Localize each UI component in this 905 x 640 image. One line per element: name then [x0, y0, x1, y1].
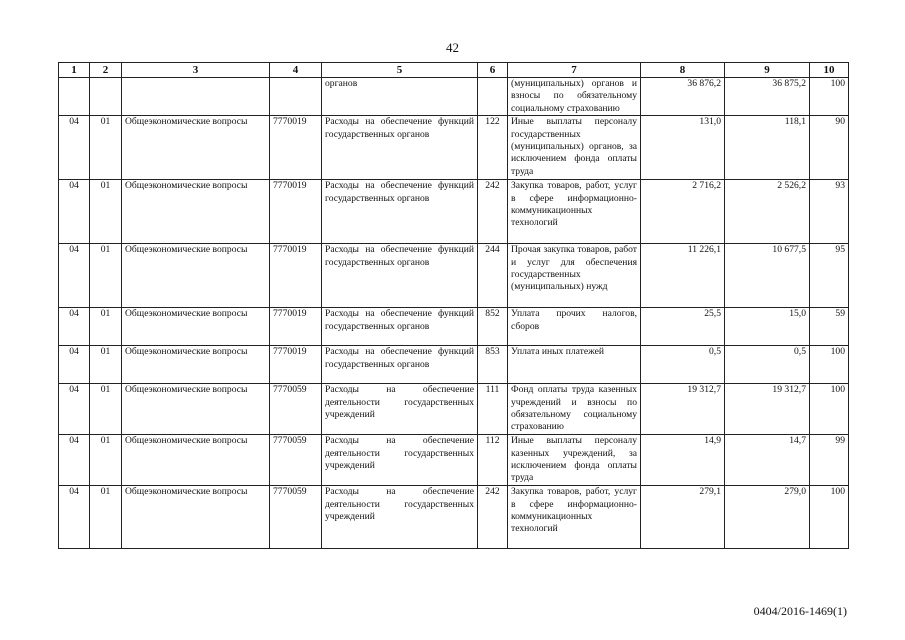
- cell-target-name: Расходы на обеспечение функций государственных органов: [322, 180, 478, 244]
- cell-target-code: 7770059: [270, 384, 322, 435]
- cell-percent: 100: [810, 384, 849, 435]
- cell-expense-name: Прочая закупка товаров, работ и услуг для обеспечения государственных (муниципальных) нужд: [508, 244, 641, 308]
- cell-expense-type: 112: [478, 435, 508, 486]
- cell-executed: 14,7: [725, 435, 810, 486]
- header-row: [59, 63, 849, 78]
- cell-target-name: Расходы на обеспечение деятельности государственных учреждений: [322, 486, 478, 549]
- cell-name: Общеэкономические вопросы: [122, 384, 270, 435]
- cell-section: 04: [59, 346, 90, 384]
- document-code: 0404/2016-1469(1): [753, 604, 847, 618]
- cell-percent: 95: [810, 244, 849, 308]
- table-row: [59, 180, 849, 244]
- cell-expense-name: Закупка товаров, работ, услуг в сфере информационно-коммуникационных технологий: [508, 486, 641, 549]
- col-header: 10: [810, 63, 849, 78]
- cell-subsection: [90, 78, 122, 116]
- cell-target-code: 7770019: [270, 244, 322, 308]
- cell-target-name: Расходы на обеспечение функций государственных органов: [322, 244, 478, 308]
- cell-section: 04: [59, 435, 90, 486]
- cell-executed: 0,5: [725, 346, 810, 384]
- table-row: [59, 384, 849, 435]
- col-header: 1: [59, 63, 90, 78]
- cell-section: 04: [59, 244, 90, 308]
- cell-name: Общеэкономические вопросы: [122, 308, 270, 346]
- cell-approved: 279,1: [641, 486, 725, 549]
- cell-target-name: Расходы на обеспечение деятельности государственных учреждений: [322, 435, 478, 486]
- table-row: [59, 244, 849, 308]
- cell-expense-name: Закупка товаров, работ, услуг в сфере информационно-коммуникационных технологий: [508, 180, 641, 244]
- table-row: [59, 346, 849, 384]
- cell-section: 04: [59, 116, 90, 180]
- cell-target-name: органов: [322, 78, 478, 116]
- cell-section: [59, 78, 90, 116]
- cell-name: Общеэкономические вопросы: [122, 180, 270, 244]
- cell-target-code: 7770019: [270, 180, 322, 244]
- col-header: 5: [322, 63, 478, 78]
- cell-subsection: 01: [90, 244, 122, 308]
- cell-approved: 14,9: [641, 435, 725, 486]
- cell-expense-name: Фонд оплаты труда казенных учреждений и взносы по обязательному социальному страхованию: [508, 384, 641, 435]
- col-header: 9: [725, 63, 810, 78]
- cell-target-code: 7770059: [270, 435, 322, 486]
- cell-name: Общеэкономические вопросы: [122, 244, 270, 308]
- cell-expense-type: 242: [478, 180, 508, 244]
- cell-expense-type: 242: [478, 486, 508, 549]
- table-row: [59, 308, 849, 346]
- cell-percent: 59: [810, 308, 849, 346]
- cell-approved: 11 226,1: [641, 244, 725, 308]
- col-header: 4: [270, 63, 322, 78]
- cell-executed: 2 526,2: [725, 180, 810, 244]
- cell-percent: 90: [810, 116, 849, 180]
- col-header: 7: [508, 63, 641, 78]
- col-header: 6: [478, 63, 508, 78]
- cell-executed: 279,0: [725, 486, 810, 549]
- cell-target-name: Расходы на обеспечение деятельности государственных учреждений: [322, 384, 478, 435]
- cell-percent: 93: [810, 180, 849, 244]
- cell-expense-type: 244: [478, 244, 508, 308]
- cell-approved: 2 716,2: [641, 180, 725, 244]
- cell-percent: 99: [810, 435, 849, 486]
- cell-expense-name: Иные выплаты персоналу казенных учреждений, за исключением фонда оплаты труда: [508, 435, 641, 486]
- cell-name: Общеэкономические вопросы: [122, 116, 270, 180]
- cell-executed: 15,0: [725, 308, 810, 346]
- col-header: 8: [641, 63, 725, 78]
- cell-expense-name: Уплата иных платежей: [508, 346, 641, 384]
- cell-target-code: 7770019: [270, 346, 322, 384]
- cell-name: Общеэкономические вопросы: [122, 435, 270, 486]
- table-row-continuation: [59, 78, 849, 116]
- cell-subsection: 01: [90, 116, 122, 180]
- cell-approved: 19 312,7: [641, 384, 725, 435]
- cell-section: 04: [59, 180, 90, 244]
- cell-percent: 100: [810, 346, 849, 384]
- table-row: [59, 116, 849, 180]
- cell-target-name: Расходы на обеспечение функций государственных органов: [322, 346, 478, 384]
- cell-expense-name: Иные выплаты персоналу государственных (муниципальных) органов, за исключением фонда оплаты труда: [508, 116, 641, 180]
- cell-subsection: 01: [90, 308, 122, 346]
- cell-target-name: Расходы на обеспечение функций государственных органов: [322, 308, 478, 346]
- cell-name: Общеэкономические вопросы: [122, 346, 270, 384]
- col-header: 2: [90, 63, 122, 78]
- cell-approved: 0,5: [641, 346, 725, 384]
- page-number: 42: [446, 40, 459, 55]
- cell-target-code: 7770019: [270, 116, 322, 180]
- cell-percent: 100: [810, 486, 849, 549]
- cell-executed: 36 875,2: [725, 78, 810, 116]
- cell-subsection: 01: [90, 486, 122, 549]
- cell-target-code: 7770019: [270, 308, 322, 346]
- cell-target-code: [270, 78, 322, 116]
- cell-executed: 19 312,7: [725, 384, 810, 435]
- cell-section: 04: [59, 384, 90, 435]
- cell-name: Общеэкономические вопросы: [122, 486, 270, 549]
- cell-section: 04: [59, 308, 90, 346]
- cell-expense-name: (муниципальных) органов и взносы по обязательному социальному страхованию: [508, 78, 641, 116]
- cell-subsection: 01: [90, 384, 122, 435]
- cell-expense-type: 853: [478, 346, 508, 384]
- cell-executed: 10 677,5: [725, 244, 810, 308]
- cell-approved: 36 876,2: [641, 78, 725, 116]
- cell-target-code: 7770059: [270, 486, 322, 549]
- table-row: [59, 435, 849, 486]
- cell-percent: 100: [810, 78, 849, 116]
- cell-section: 04: [59, 486, 90, 549]
- cell-name: [122, 78, 270, 116]
- cell-executed: 118,1: [725, 116, 810, 180]
- cell-target-name: Расходы на обеспечение функций государственных органов: [322, 116, 478, 180]
- cell-subsection: 01: [90, 180, 122, 244]
- cell-subsection: 01: [90, 435, 122, 486]
- cell-expense-type: 111: [478, 384, 508, 435]
- cell-approved: 25,5: [641, 308, 725, 346]
- cell-expense-type: [478, 78, 508, 116]
- budget-table: [58, 62, 849, 549]
- col-header: 3: [122, 63, 270, 78]
- cell-subsection: 01: [90, 346, 122, 384]
- table-row: [59, 486, 849, 549]
- cell-expense-type: 122: [478, 116, 508, 180]
- cell-expense-name: Уплата прочих налогов, сборов: [508, 308, 641, 346]
- cell-expense-type: 852: [478, 308, 508, 346]
- cell-approved: 131,0: [641, 116, 725, 180]
